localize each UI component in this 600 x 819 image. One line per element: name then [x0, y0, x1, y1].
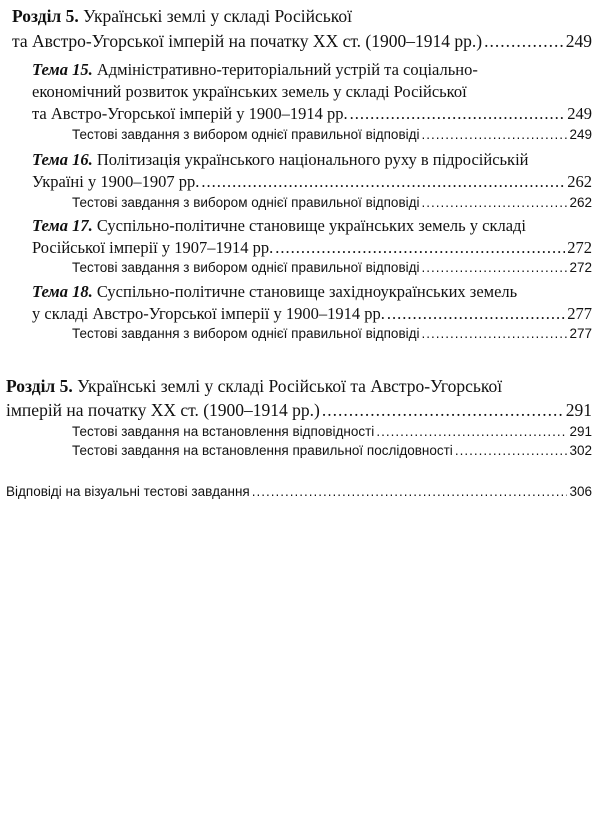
- topic-15-title-line3: та Австро-Угорської імперій у 1900–1914 рр.: [32, 104, 348, 123]
- topic-18-title-line1: Суспільно-політичне становище західноукраїнських земель: [96, 282, 518, 301]
- section-b-title-line2: імперій на початку XX ст. (1900–1914 рр.): [6, 400, 320, 420]
- section-a-title-line2: та Австро-Угорської імперій на початку XX ст. (1900–1914 рр.): [12, 31, 483, 51]
- topic-15-tests-page: 249: [569, 127, 592, 142]
- topic-16-label: Тема 16.: [32, 150, 93, 169]
- leader-dots: [484, 31, 564, 52]
- leader-dots: [275, 238, 565, 258]
- leader-dots: [422, 260, 568, 275]
- topic-15-title-line2: економічний розвиток українських земель у складі Російської: [32, 82, 467, 101]
- topic-15-page: 249: [567, 104, 592, 123]
- section-b-tests-sequence-text: Тестові завдання на встановлення правильної послідовності: [72, 443, 453, 458]
- leader-dots: [350, 104, 566, 124]
- section-a-label: Розділ 5.: [12, 6, 79, 26]
- leader-dots: [376, 424, 567, 439]
- topic-18-tests-entry[interactable]: [72, 326, 592, 341]
- leader-dots: [252, 484, 568, 499]
- topic-18-tests-page: 277: [569, 326, 592, 341]
- topic-15-entry[interactable]: [32, 104, 592, 124]
- section-b-tests-matching-text: Тестові завдання на встановлення відповідності: [72, 424, 375, 439]
- answers-page: 306: [569, 484, 592, 499]
- topic-18-tests-text: Тестові завдання з вибором однієї правильної відповіді: [72, 326, 420, 341]
- topic-16-entry[interactable]: [32, 172, 592, 192]
- topic-15-tests-text: Тестові завдання з вибором однієї правильної відповіді: [72, 127, 420, 142]
- topic-18-line1[interactable]: [32, 282, 517, 302]
- topic-15-label: Тема 15.: [32, 60, 93, 79]
- answers-entry[interactable]: [6, 484, 592, 499]
- topic-17-tests-text: Тестові завдання з вибором однієї правильної відповіді: [72, 260, 420, 275]
- topic-17-label: Тема 17.: [32, 216, 93, 235]
- section-b-entry[interactable]: [6, 400, 592, 421]
- leader-dots: [422, 195, 568, 210]
- leader-dots: [455, 443, 568, 458]
- topic-17-title-line1: Суспільно-політичне становище українських земель у складі: [96, 216, 527, 235]
- topic-17-tests-page: 272: [569, 260, 592, 275]
- leader-dots: [422, 127, 568, 142]
- leader-dots: [201, 172, 565, 192]
- topic-18-entry[interactable]: [32, 304, 592, 324]
- topic-16-title-line2: Україні у 1900–1907 рр.: [32, 172, 200, 191]
- topic-16-title-line1: Політизація українського національного руху в підросійській: [96, 150, 529, 169]
- section-a-title-line1: Українські землі у складі Російської: [83, 6, 352, 26]
- topic-18-title-line2: у складі Австро-Угорської імперії у 1900–1914 рр.: [32, 304, 385, 323]
- leader-dots: [387, 304, 565, 324]
- section-b-label: Розділ 5.: [6, 376, 73, 396]
- topic-16-page: 262: [567, 172, 592, 191]
- topic-17-title-line2: Російської імперії у 1907–1914 рр.: [32, 238, 274, 257]
- section-a-page: 249: [565, 31, 592, 51]
- topic-16-tests-page: 262: [569, 195, 592, 210]
- topic-18-label: Тема 18.: [32, 282, 93, 301]
- section-b-page: 291: [565, 400, 592, 420]
- section-a-entry[interactable]: [12, 31, 592, 52]
- topic-17-line1[interactable]: [32, 216, 526, 236]
- topic-16-tests-text: Тестові завдання з вибором однієї правильної відповіді: [72, 195, 420, 210]
- topic-16-line1[interactable]: [32, 150, 529, 170]
- topic-15-line1[interactable]: [32, 60, 478, 80]
- leader-dots: [322, 400, 564, 421]
- topic-15-tests-entry[interactable]: [72, 127, 592, 142]
- section-a-heading-line1[interactable]: [12, 6, 352, 27]
- section-b-tests-sequence-page: 302: [569, 443, 592, 458]
- topic-15-title-line1: Адміністративно-територіальний устрій та соціально-: [96, 60, 478, 79]
- section-b-title-line1: Українські землі у складі Російської та Австро-Угорської: [77, 376, 503, 396]
- section-b-tests-matching-page: 291: [569, 424, 592, 439]
- section-b-tests-sequence-entry[interactable]: [72, 443, 592, 458]
- topic-16-tests-entry[interactable]: [72, 195, 592, 210]
- topic-17-page: 272: [567, 238, 592, 257]
- answers-text: Відповіді на візуальні тестові завдання: [6, 484, 250, 499]
- topic-18-page: 277: [567, 304, 592, 323]
- section-b-tests-matching-entry[interactable]: [72, 424, 592, 439]
- topic-17-tests-entry[interactable]: [72, 260, 592, 275]
- topic-17-entry[interactable]: [32, 238, 592, 258]
- section-b-heading-line1[interactable]: [6, 376, 502, 397]
- leader-dots: [422, 326, 568, 341]
